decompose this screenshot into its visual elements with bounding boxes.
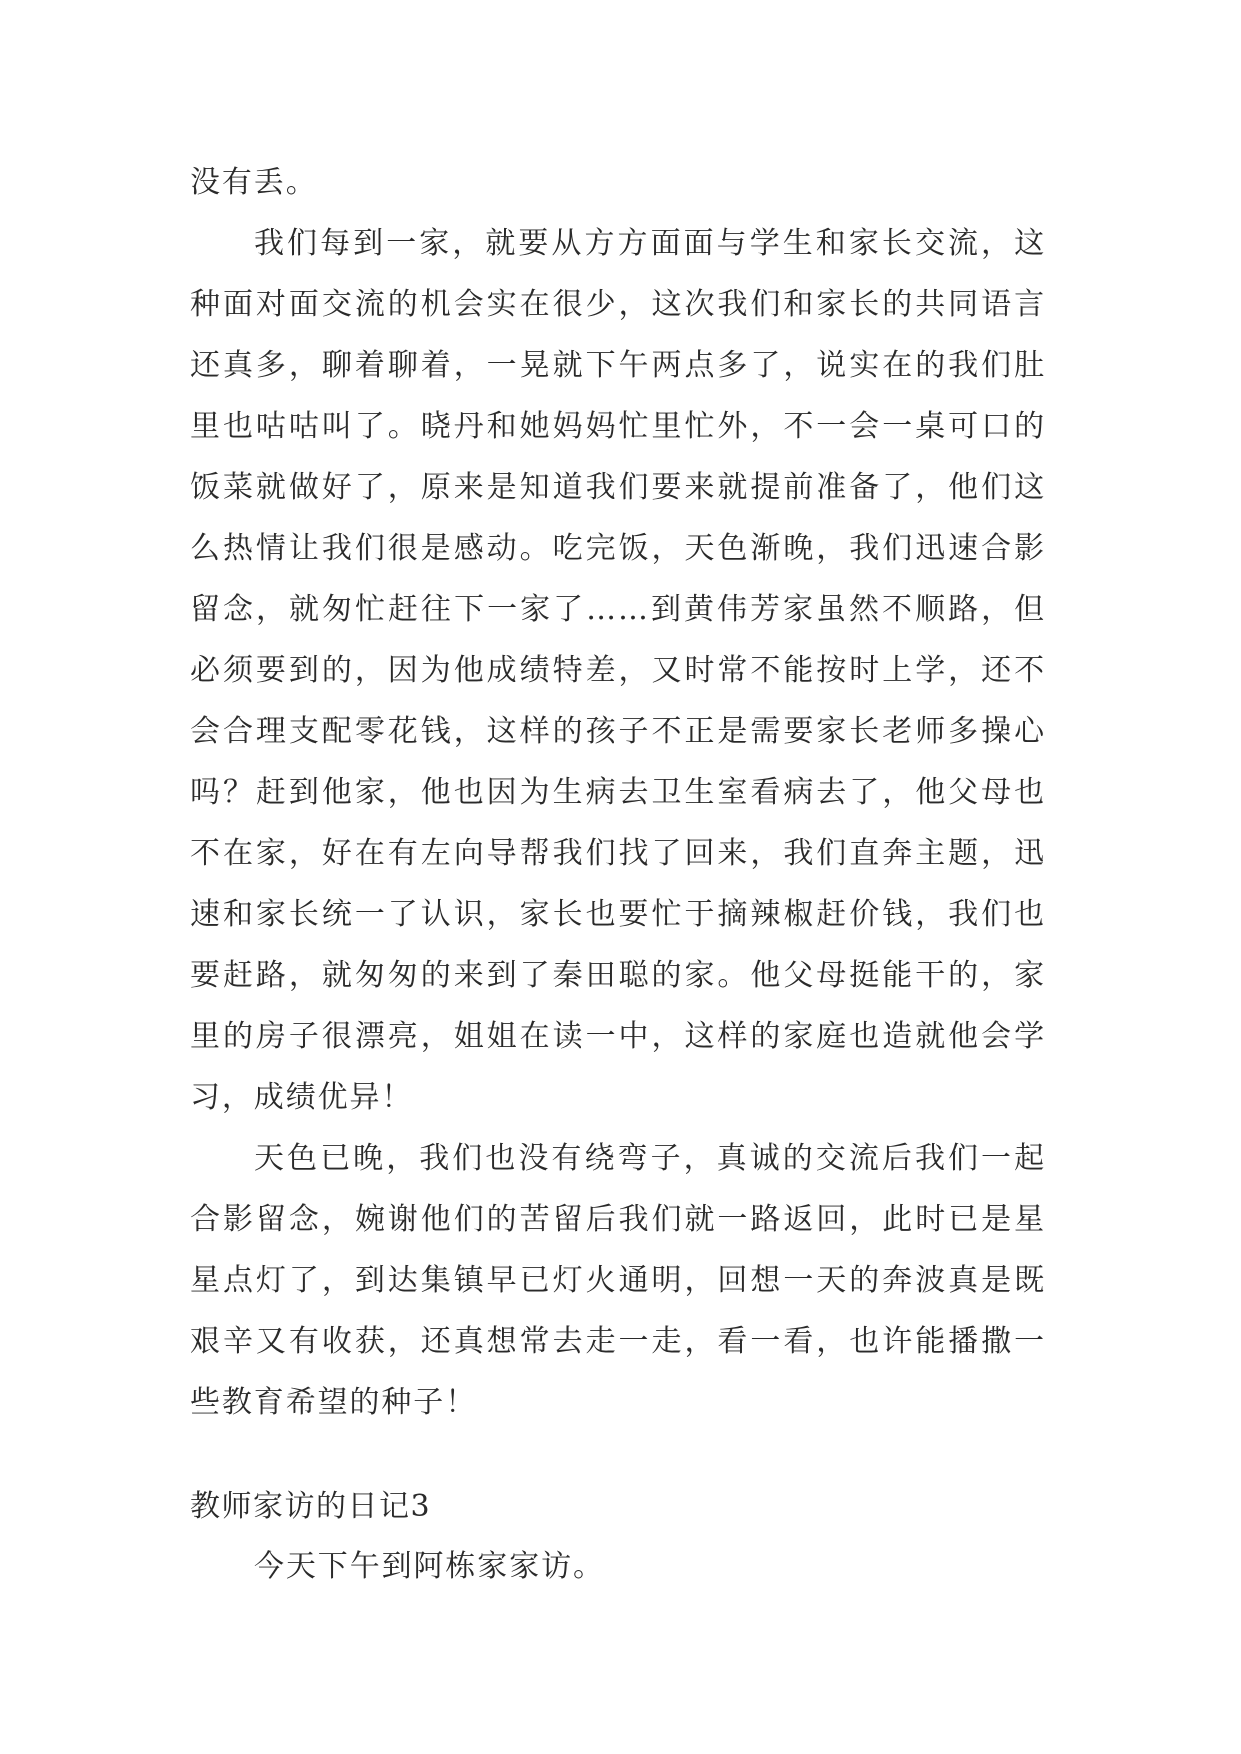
body-text (190, 152, 1046, 1433)
paragraph-continuation: 没有丢。 (190, 165, 318, 200)
section-first-paragraph: 今天下午到阿栋家家访。 (254, 1549, 605, 1584)
section-heading: 教师家访的日记3 (190, 1489, 432, 1524)
paragraph-visits: 我们每到一家，就要从方方面面与学生和家长交流，这种面对面交流的机会实在很少，这次我们和家长的共同语言还真多，聊着聊着，一晃就下午两点多了，说实在的我们肚里也咕咕叫了。晓丹和她妈妈忙里忙外，不一会一桌可口的饭菜就做好了，原来是知道我们要来就提前准备了，他们这么热情让我们很是感动。吃完饭，天色渐晚，我们迅速合影留念，就匆忙赶往下一家了……到黄伟芳家虽然不顺路，但必须要到的，因为他成绩特差，又时常不能按时上学，还不会合理支配零花钱，这样的孩子不正是需要家长老师多操心吗？赶到他家，他也因为生病去卫生室看病去了，他父母也不在家，好在有左向导帮我们找了回来，我们直奔主题，迅速和家长统一了认识，家长也要忙于摘辣椒赶价钱，我们也要赶路，就匆匆的来到了秦田聪的家。他父母挺能干的，家里的房子很漂亮，姐姐在读一中，这样的家庭也造就他会学习，成绩优异！ (190, 226, 1046, 1115)
paragraph-return: 天色已晚，我们也没有绕弯子，真诚的交流后我们一起合影留念，婉谢他们的苦留后我们就一路返回，此时已是星星点灯了，到达集镇早已灯火通明，回想一天的奔波真是既艰辛又有收获，还真想常去走一走，看一看，也许能播撒一些教育希望的种子！ (190, 1141, 1046, 1420)
